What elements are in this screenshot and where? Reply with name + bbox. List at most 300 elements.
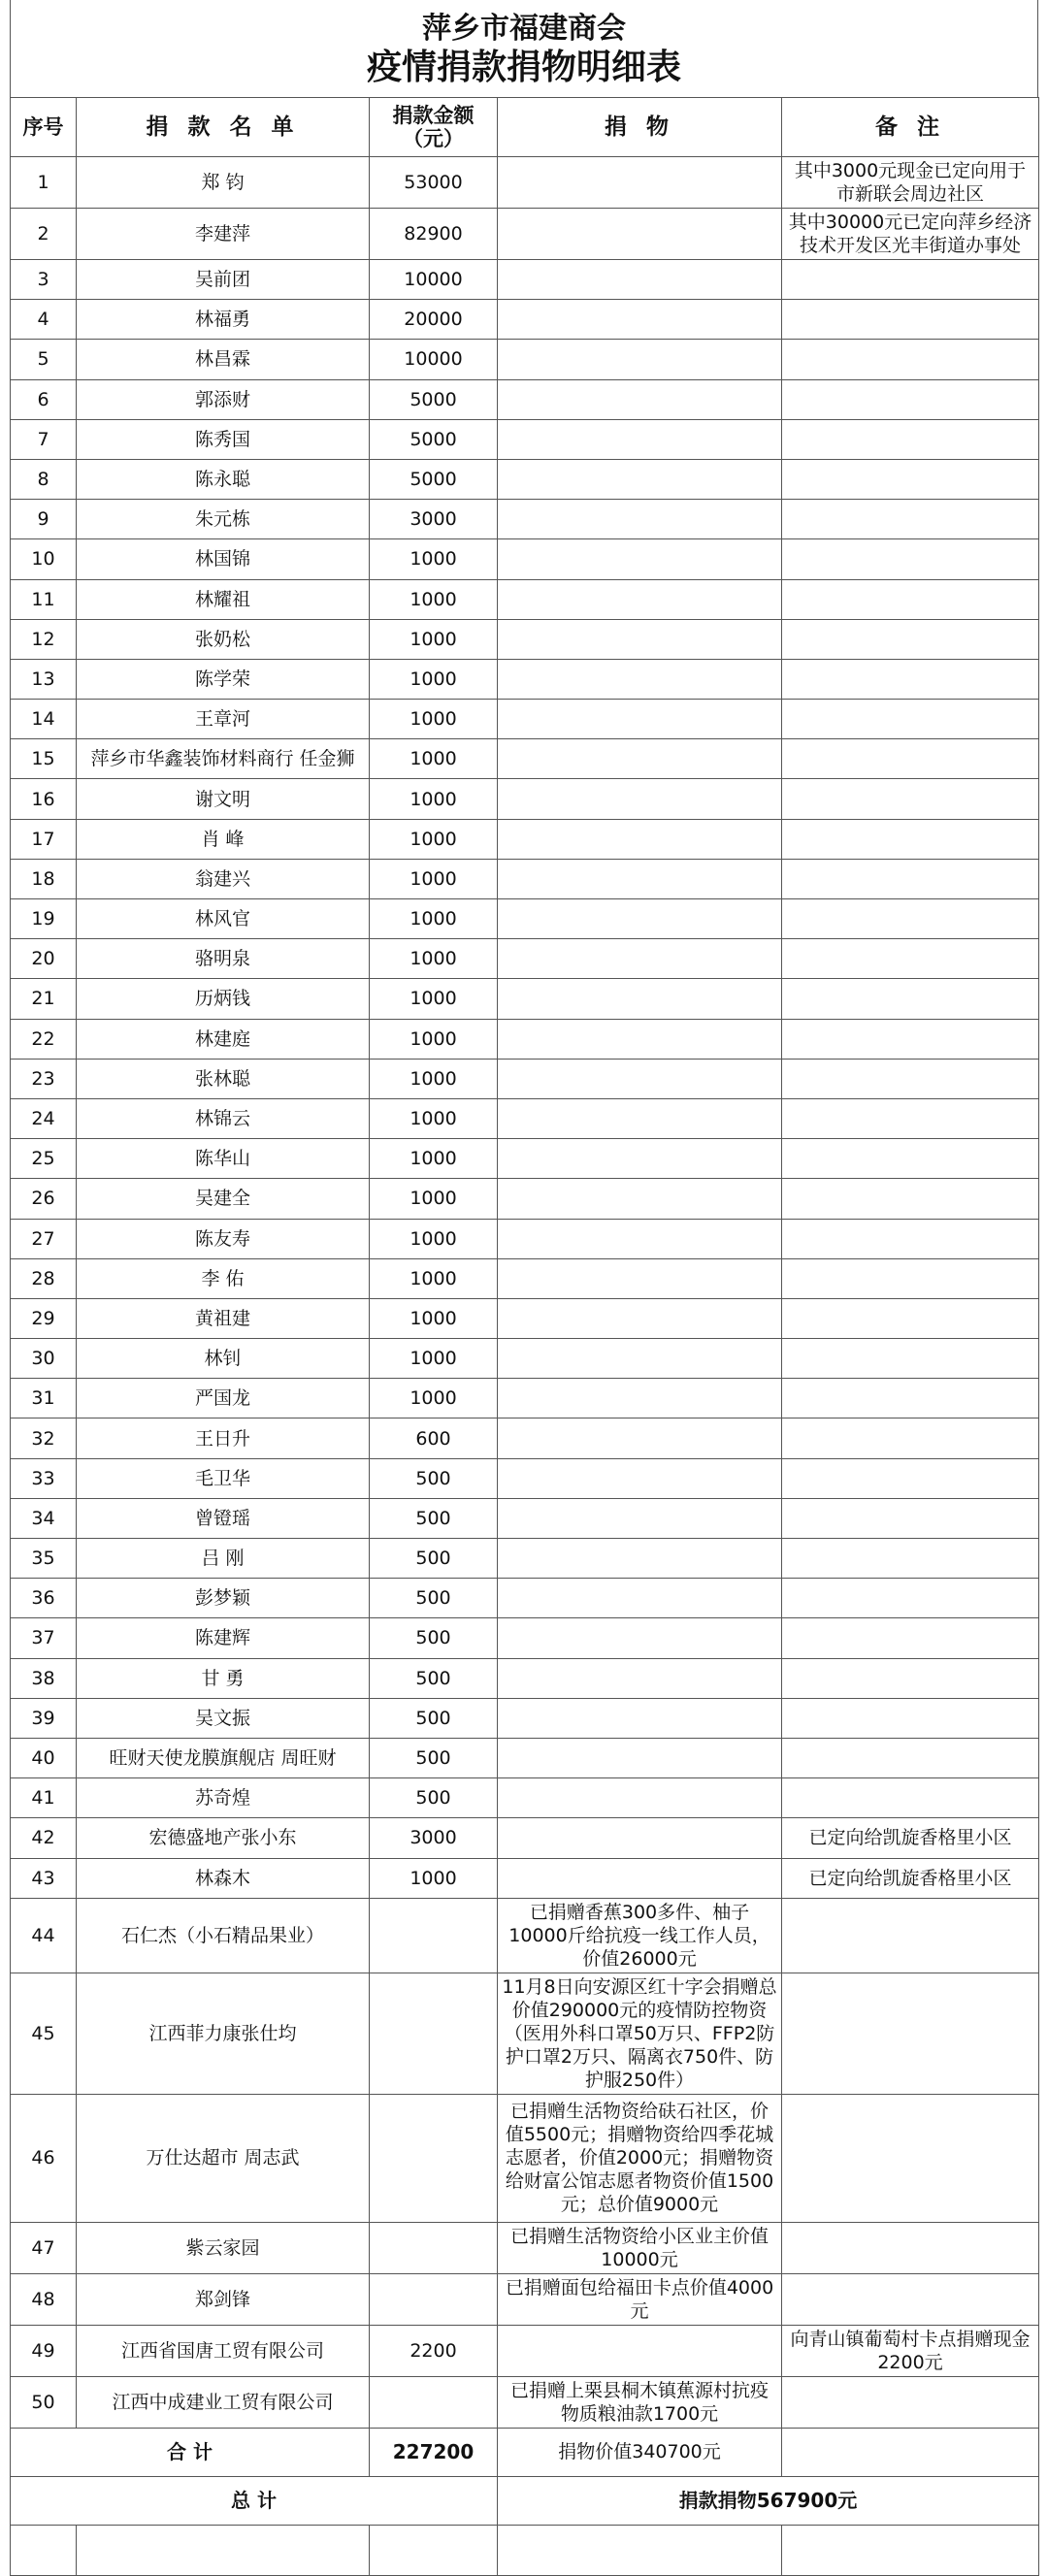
donation-amount: 600 — [370, 1418, 498, 1458]
donation-amount: 1000 — [370, 859, 498, 898]
donor-name: 张林聪 — [77, 1059, 370, 1098]
row-number: 24 — [11, 1098, 77, 1138]
donated-goods — [498, 899, 782, 939]
donated-goods — [498, 1498, 782, 1538]
donated-goods — [498, 739, 782, 779]
table-row — [11, 1139, 1039, 1179]
row-number: 37 — [11, 1618, 77, 1658]
row-note — [782, 1898, 1039, 1973]
donation-amount: 500 — [370, 1618, 498, 1658]
row-number: 43 — [11, 1858, 77, 1898]
table-row — [11, 2222, 1039, 2273]
row-number: 46 — [11, 2094, 77, 2222]
table-row — [11, 899, 1039, 939]
header-name: 捐 款 名 单 — [77, 98, 370, 157]
donor-name: 严国龙 — [77, 1379, 370, 1418]
row-note: 其中3000元现金已定向用于市新联会周边社区 — [782, 157, 1039, 209]
table-row — [11, 2325, 1039, 2376]
donation-amount: 1000 — [370, 1179, 498, 1219]
subtotal-amount: 227200 — [370, 2428, 498, 2476]
donated-goods — [498, 1778, 782, 1818]
table-row — [11, 1098, 1039, 1138]
row-note — [782, 1098, 1039, 1138]
donor-name: 谢文明 — [77, 779, 370, 819]
row-note: 已定向给凯旋香格里小区 — [782, 1858, 1039, 1898]
row-note — [782, 459, 1039, 499]
row-note — [782, 899, 1039, 939]
table-row — [11, 1258, 1039, 1298]
row-number: 15 — [11, 739, 77, 779]
row-note — [782, 700, 1039, 739]
donation-amount: 10000 — [370, 260, 498, 300]
donor-name: 林森木 — [77, 1858, 370, 1898]
table-row — [11, 2094, 1039, 2222]
donated-goods — [498, 819, 782, 859]
row-number: 2 — [11, 209, 77, 260]
donor-name: 旺财天使龙膜旗舰店 周旺财 — [77, 1738, 370, 1777]
row-number: 29 — [11, 1298, 77, 1338]
donated-goods — [498, 1458, 782, 1498]
donor-name: 历炳钱 — [77, 979, 370, 1019]
donated-goods — [498, 1418, 782, 1458]
chamber-name: 萍乡市福建商会 — [422, 12, 626, 46]
donor-name: 肖 峰 — [77, 819, 370, 859]
table-row — [11, 1858, 1039, 1898]
donated-goods — [498, 500, 782, 539]
row-note — [782, 979, 1039, 1019]
table-row — [11, 2376, 1039, 2428]
donated-goods — [498, 579, 782, 619]
table-row — [11, 619, 1039, 659]
donation-amount: 5000 — [370, 419, 498, 459]
table-row — [11, 579, 1039, 619]
table-row — [11, 300, 1039, 340]
row-note — [782, 2094, 1039, 2222]
donor-name: 曾镫瑶 — [77, 1498, 370, 1538]
table-row — [11, 1658, 1039, 1698]
row-number: 38 — [11, 1658, 77, 1698]
table-row — [11, 1618, 1039, 1658]
donor-name: 林耀祖 — [77, 579, 370, 619]
donor-name: 陈友寿 — [77, 1219, 370, 1258]
donor-name: 王章河 — [77, 700, 370, 739]
row-note — [782, 779, 1039, 819]
donation-amount: 1000 — [370, 1339, 498, 1379]
donated-goods — [498, 1298, 782, 1338]
row-number: 4 — [11, 300, 77, 340]
row-note — [782, 939, 1039, 979]
row-number: 18 — [11, 859, 77, 898]
sheet-title: 疫情捐款捐物明细表 — [366, 48, 681, 87]
row-number: 8 — [11, 459, 77, 499]
donor-name: 林锦云 — [77, 1098, 370, 1138]
table-row — [11, 1019, 1039, 1059]
row-note — [782, 1618, 1039, 1658]
row-note — [782, 2222, 1039, 2273]
table-row — [11, 1179, 1039, 1219]
row-note — [782, 579, 1039, 619]
row-number: 1 — [11, 157, 77, 209]
row-note — [782, 300, 1039, 340]
donated-goods — [498, 779, 782, 819]
table-row — [11, 1738, 1039, 1777]
donation-amount: 1000 — [370, 579, 498, 619]
row-number: 16 — [11, 779, 77, 819]
donated-goods — [498, 619, 782, 659]
donated-goods — [498, 1139, 782, 1179]
donor-name: 吴文振 — [77, 1698, 370, 1738]
donated-goods — [498, 1019, 782, 1059]
row-note — [782, 819, 1039, 859]
donor-name: 翁建兴 — [77, 859, 370, 898]
donation-amount: 1000 — [370, 1858, 498, 1898]
donated-goods — [498, 1059, 782, 1098]
header-amount — [370, 98, 498, 157]
donation-amount: 500 — [370, 1658, 498, 1698]
row-note — [782, 1379, 1039, 1418]
donation-amount: 1000 — [370, 899, 498, 939]
table-body — [11, 157, 1039, 2429]
donated-goods — [498, 1339, 782, 1379]
donation-amount: 1000 — [370, 539, 498, 579]
donor-name: 江西菲力康张仕均 — [77, 1973, 370, 2094]
row-note — [782, 1139, 1039, 1179]
row-number: 31 — [11, 1379, 77, 1418]
donation-amount — [370, 2376, 498, 2428]
row-note — [782, 2376, 1039, 2428]
header-amount-line1: 捐款金额 — [392, 104, 475, 127]
table-row — [11, 779, 1039, 819]
donation-amount: 1000 — [370, 939, 498, 979]
donated-goods — [498, 340, 782, 379]
donor-name: 吴建全 — [77, 1179, 370, 1219]
donated-goods — [498, 979, 782, 1019]
donor-name: 李建萍 — [77, 209, 370, 260]
row-note — [782, 1658, 1039, 1698]
row-number: 32 — [11, 1418, 77, 1458]
donation-amount: 3000 — [370, 1818, 498, 1858]
donation-amount: 1000 — [370, 819, 498, 859]
donation-amount: 3000 — [370, 500, 498, 539]
row-note — [782, 1698, 1039, 1738]
header-goods: 捐 物 — [498, 98, 782, 157]
table-row — [11, 459, 1039, 499]
row-note — [782, 1179, 1039, 1219]
donated-goods — [498, 1219, 782, 1258]
donor-name: 骆明泉 — [77, 939, 370, 979]
donated-goods — [498, 459, 782, 499]
row-note — [782, 1418, 1039, 1458]
row-number: 9 — [11, 500, 77, 539]
donated-goods: 已捐赠面包给福田卡点价值4000元 — [498, 2273, 782, 2325]
row-number: 23 — [11, 1059, 77, 1098]
table-row — [11, 1339, 1039, 1379]
donation-amount — [370, 2222, 498, 2273]
donation-amount: 5000 — [370, 379, 498, 419]
donation-amount: 1000 — [370, 659, 498, 699]
row-note — [782, 1298, 1039, 1338]
donor-name: 苏奇煌 — [77, 1778, 370, 1818]
row-number: 25 — [11, 1139, 77, 1179]
row-number: 7 — [11, 419, 77, 459]
header-amount-line2: （元） — [403, 127, 464, 150]
table-row — [11, 1379, 1039, 1418]
donated-goods: 已捐赠香蕉300多件、柚子10000斤给抗疫一线工作人员，价值26000元 — [498, 1898, 782, 1973]
table-row — [11, 1418, 1039, 1458]
table-row — [11, 859, 1039, 898]
donated-goods — [498, 1579, 782, 1618]
row-note — [782, 419, 1039, 459]
row-number: 45 — [11, 1973, 77, 2094]
row-number: 42 — [11, 1818, 77, 1858]
donated-goods — [498, 700, 782, 739]
donor-name: 江西中成建业工贸有限公司 — [77, 2376, 370, 2428]
donor-name: 毛卫华 — [77, 1458, 370, 1498]
row-number: 10 — [11, 539, 77, 579]
table-row — [11, 739, 1039, 779]
row-number: 48 — [11, 2273, 77, 2325]
table-row — [11, 260, 1039, 300]
donated-goods — [498, 1698, 782, 1738]
donated-goods — [498, 1539, 782, 1579]
donated-goods — [498, 260, 782, 300]
donated-goods — [498, 1618, 782, 1658]
donated-goods — [498, 1658, 782, 1698]
donation-amount: 500 — [370, 1778, 498, 1818]
donation-amount: 1000 — [370, 1098, 498, 1138]
table-row — [11, 157, 1039, 209]
row-note — [782, 1059, 1039, 1098]
donor-name: 陈华山 — [77, 1139, 370, 1179]
row-note — [782, 739, 1039, 779]
donation-amount: 1000 — [370, 1019, 498, 1059]
row-note — [782, 2273, 1039, 2325]
donor-name: 陈秀国 — [77, 419, 370, 459]
table-row — [11, 1818, 1039, 1858]
donated-goods: 已捐赠生活物资给小区业主价值10000元 — [498, 2222, 782, 2273]
grand-total-label: 总 计 — [11, 2476, 498, 2525]
row-note: 已定向给凯旋香格里小区 — [782, 1818, 1039, 1858]
subtotal-note — [782, 2428, 1039, 2476]
donor-name: 张奶松 — [77, 619, 370, 659]
donation-amount — [370, 1898, 498, 1973]
donated-goods — [498, 1258, 782, 1298]
table-row — [11, 1219, 1039, 1258]
row-note: 其中30000元已定向萍乡经济技术开发区光丰街道办事处 — [782, 209, 1039, 260]
donor-name: 甘 勇 — [77, 1658, 370, 1698]
donated-goods — [498, 2325, 782, 2376]
grand-total-value: 捐款捐物567900元 — [498, 2476, 1039, 2525]
row-number: 35 — [11, 1539, 77, 1579]
donation-amount: 2200 — [370, 2325, 498, 2376]
row-number: 3 — [11, 260, 77, 300]
donor-name: 林钊 — [77, 1339, 370, 1379]
table-row — [11, 1579, 1039, 1618]
row-number: 27 — [11, 1219, 77, 1258]
row-note — [782, 1458, 1039, 1498]
donation-sheet — [10, 0, 1038, 2576]
donation-amount: 1000 — [370, 739, 498, 779]
donor-name: 王日升 — [77, 1418, 370, 1458]
donor-name: 石仁杰（小石精品果业） — [77, 1898, 370, 1973]
table-row — [11, 1898, 1039, 1973]
row-note — [782, 539, 1039, 579]
donor-name: 紫云家园 — [77, 2222, 370, 2273]
table-row — [11, 939, 1039, 979]
donated-goods — [498, 419, 782, 459]
donor-name: 郑剑锋 — [77, 2273, 370, 2325]
donation-amount: 500 — [370, 1539, 498, 1579]
row-number: 26 — [11, 1179, 77, 1219]
donation-amount — [370, 2273, 498, 2325]
row-note — [782, 859, 1039, 898]
table-row — [11, 819, 1039, 859]
donor-name: 万仕达超市 周志武 — [77, 2094, 370, 2222]
table-row — [11, 340, 1039, 379]
donation-amount: 500 — [370, 1579, 498, 1618]
subtotal-label: 合 计 — [11, 2428, 370, 2476]
donor-name: 黄祖建 — [77, 1298, 370, 1338]
donated-goods: 已捐赠生活物资给砆石社区，价值5500元；捐赠物资给四季花城志愿者，价值2000元；捐赠物资给财富公馆志愿者物资价值1500元；总价值9000元 — [498, 2094, 782, 2222]
donated-goods — [498, 1858, 782, 1898]
row-number: 12 — [11, 619, 77, 659]
row-number: 30 — [11, 1339, 77, 1379]
donor-name: 林福勇 — [77, 300, 370, 340]
row-note — [782, 1339, 1039, 1379]
subtotal-goods: 捐物价值340700元 — [498, 2428, 782, 2476]
donated-goods — [498, 659, 782, 699]
donor-name: 江西省国唐工贸有限公司 — [77, 2325, 370, 2376]
donation-amount: 1000 — [370, 700, 498, 739]
row-number: 21 — [11, 979, 77, 1019]
donor-name: 朱元栋 — [77, 500, 370, 539]
donor-name: 陈学荣 — [77, 659, 370, 699]
row-note — [782, 500, 1039, 539]
row-number: 36 — [11, 1579, 77, 1618]
row-number: 6 — [11, 379, 77, 419]
donation-amount — [370, 2094, 498, 2222]
row-note — [782, 1498, 1039, 1538]
table-row — [11, 659, 1039, 699]
donation-amount: 1000 — [370, 1059, 498, 1098]
row-number: 20 — [11, 939, 77, 979]
donation-amount — [370, 1973, 498, 2094]
table-row — [11, 1458, 1039, 1498]
table-row — [11, 979, 1039, 1019]
row-number: 47 — [11, 2222, 77, 2273]
donor-name: 林建庭 — [77, 1019, 370, 1059]
header-no: 序号 — [11, 98, 77, 157]
table-row — [11, 500, 1039, 539]
subtotal-row — [11, 2428, 1039, 2476]
donated-goods — [498, 939, 782, 979]
donated-goods — [498, 300, 782, 340]
table-row — [11, 419, 1039, 459]
donor-name: 萍乡市华鑫装饰材料商行 任金狮 — [77, 739, 370, 779]
donation-amount: 1000 — [370, 1139, 498, 1179]
table-row — [11, 1059, 1039, 1098]
row-note — [782, 340, 1039, 379]
row-number: 39 — [11, 1698, 77, 1738]
row-number: 11 — [11, 579, 77, 619]
donor-name: 宏德盛地产张小东 — [77, 1818, 370, 1858]
title-block — [10, 0, 1038, 97]
donated-goods — [498, 1818, 782, 1858]
row-note — [782, 659, 1039, 699]
row-number: 44 — [11, 1898, 77, 1973]
row-number: 17 — [11, 819, 77, 859]
row-number: 50 — [11, 2376, 77, 2428]
donor-name: 林昌霖 — [77, 340, 370, 379]
donor-name: 吴前团 — [77, 260, 370, 300]
donation-amount: 500 — [370, 1698, 498, 1738]
donated-goods — [498, 379, 782, 419]
row-number: 19 — [11, 899, 77, 939]
header-note: 备 注 — [782, 98, 1039, 157]
donated-goods — [498, 859, 782, 898]
donated-goods — [498, 157, 782, 209]
empty-cell — [370, 2525, 498, 2575]
empty-cell — [782, 2525, 1039, 2575]
donation-amount: 1000 — [370, 979, 498, 1019]
donated-goods — [498, 209, 782, 260]
table-row — [11, 539, 1039, 579]
donation-amount: 1000 — [370, 1379, 498, 1418]
table-row — [11, 1539, 1039, 1579]
row-note — [782, 1539, 1039, 1579]
donor-name: 彭梦颖 — [77, 1579, 370, 1618]
donated-goods — [498, 1098, 782, 1138]
donor-name: 林国锦 — [77, 539, 370, 579]
row-number: 5 — [11, 340, 77, 379]
donation-amount: 1000 — [370, 619, 498, 659]
donation-amount: 1000 — [370, 779, 498, 819]
donation-amount: 1000 — [370, 1258, 498, 1298]
row-number: 28 — [11, 1258, 77, 1298]
row-number: 33 — [11, 1458, 77, 1498]
row-note — [782, 1219, 1039, 1258]
donated-goods — [498, 539, 782, 579]
table-row — [11, 2273, 1039, 2325]
row-note — [782, 1778, 1039, 1818]
row-number: 14 — [11, 700, 77, 739]
table-row — [11, 209, 1039, 260]
donor-name: 吕 刚 — [77, 1539, 370, 1579]
donor-name: 李 佑 — [77, 1258, 370, 1298]
donor-name: 陈永聪 — [77, 459, 370, 499]
table-row — [11, 379, 1039, 419]
table-row — [11, 1698, 1039, 1738]
row-number: 34 — [11, 1498, 77, 1538]
row-note — [782, 1019, 1039, 1059]
donor-name: 林风官 — [77, 899, 370, 939]
donation-table — [10, 97, 1039, 2576]
donated-goods — [498, 1379, 782, 1418]
donor-name: 陈建辉 — [77, 1618, 370, 1658]
donation-amount: 1000 — [370, 1219, 498, 1258]
table-row — [11, 1298, 1039, 1338]
row-number: 13 — [11, 659, 77, 699]
donation-amount: 500 — [370, 1458, 498, 1498]
row-number: 49 — [11, 2325, 77, 2376]
empty-cell — [77, 2525, 370, 2575]
row-number: 40 — [11, 1738, 77, 1777]
row-number: 41 — [11, 1778, 77, 1818]
row-note — [782, 379, 1039, 419]
row-note — [782, 1579, 1039, 1618]
row-note — [782, 619, 1039, 659]
row-number: 22 — [11, 1019, 77, 1059]
